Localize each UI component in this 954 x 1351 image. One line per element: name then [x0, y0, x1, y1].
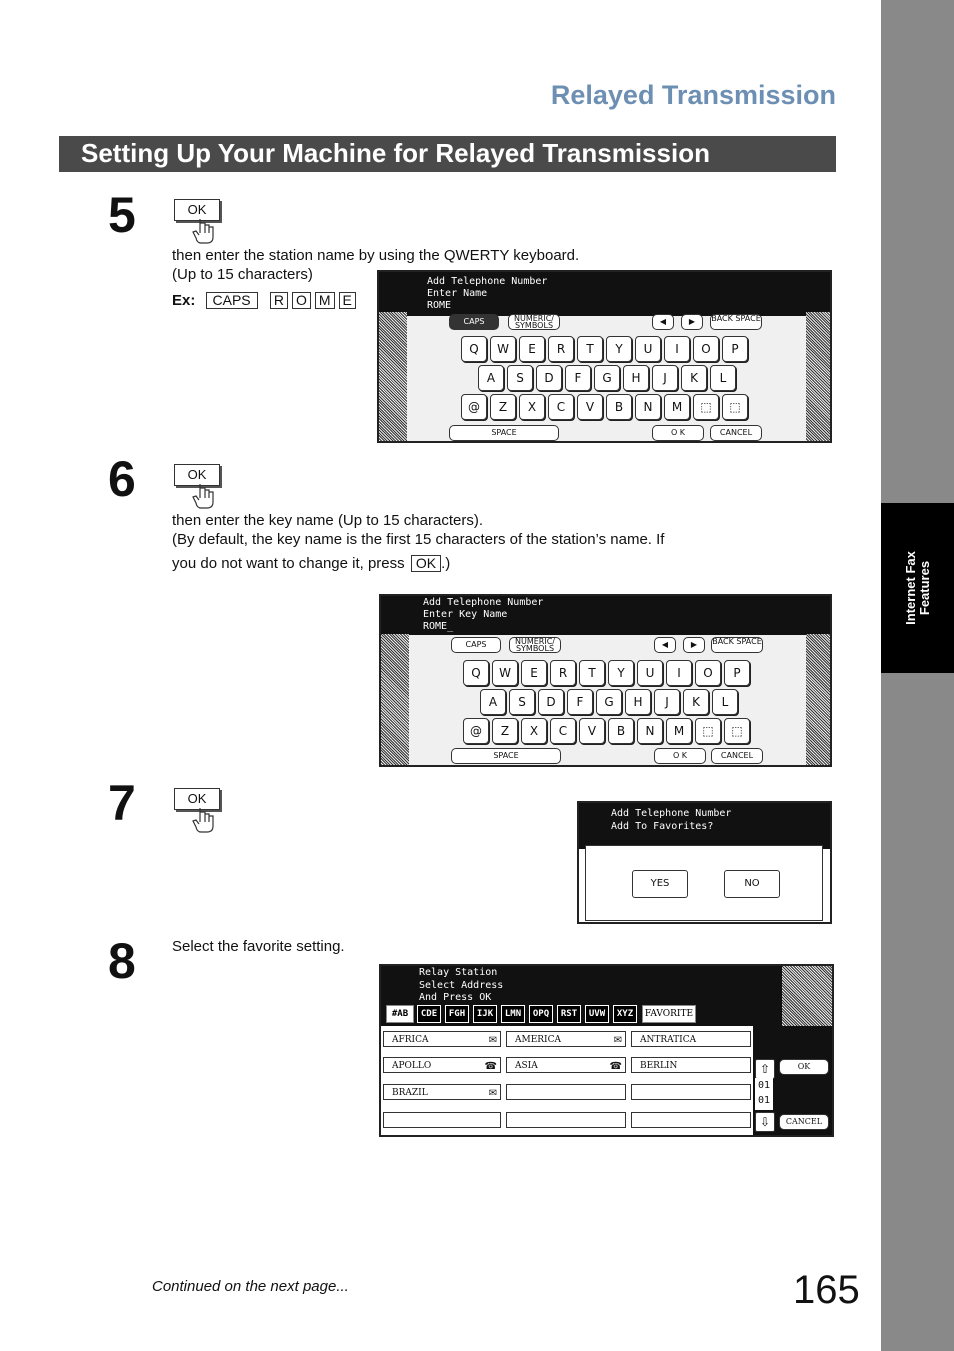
key[interactable]: T — [579, 660, 605, 686]
key[interactable]: P — [724, 660, 750, 686]
email-icon: ✉ — [488, 1088, 497, 1099]
address-entry[interactable] — [506, 1031, 626, 1047]
screen-line: Enter Key Name — [423, 609, 508, 620]
key[interactable]: O — [695, 660, 721, 686]
address-name: APOLLO — [392, 1061, 432, 1071]
screen-enter-name — [377, 270, 832, 443]
key[interactable]: H — [623, 365, 649, 391]
tab-xyz[interactable]: XYZ — [613, 1005, 637, 1023]
numeric-symbols-button[interactable]: NUMERIC/ SYMBOLS — [508, 314, 560, 330]
key[interactable]: M — [664, 394, 690, 420]
ok-key-illustration — [174, 464, 220, 510]
key[interactable]: Q — [463, 660, 489, 686]
caps-keybox: CAPS — [206, 292, 258, 309]
screen-line: Add Telephone Number — [611, 808, 732, 819]
e-keybox: E — [339, 292, 356, 309]
phone-icon: ☎ — [484, 1061, 497, 1072]
m-keybox: M — [315, 292, 335, 309]
space-button[interactable]: SPACE — [449, 425, 559, 441]
address-entry[interactable] — [631, 1084, 751, 1100]
continued-note: Continued on the next page... — [152, 1278, 349, 1295]
key[interactable]: Y — [606, 336, 632, 362]
tab-lmn[interactable]: LMN — [501, 1005, 525, 1023]
key[interactable]: Z — [492, 718, 518, 744]
step6-text3 — [172, 555, 450, 572]
key[interactable]: ⬚ — [693, 394, 719, 420]
address-entry[interactable] — [506, 1057, 626, 1073]
ok-button[interactable]: O K — [654, 748, 706, 764]
step-number: 5 — [108, 187, 136, 243]
email-icon: ✉ — [488, 1035, 497, 1046]
key[interactable]: J — [654, 689, 680, 715]
key[interactable]: @ — [461, 394, 487, 420]
step6-text3-pre: you do not want to change it, press — [172, 555, 405, 572]
key[interactable]: C — [550, 718, 576, 744]
key[interactable]: D — [536, 365, 562, 391]
dialog-body — [585, 845, 823, 921]
key[interactable]: ⬚ — [695, 718, 721, 744]
key[interactable]: V — [577, 394, 603, 420]
yes-button[interactable]: YES — [632, 870, 688, 898]
address-entry[interactable] — [506, 1112, 626, 1128]
step-number: 8 — [108, 933, 136, 989]
key[interactable]: L — [710, 365, 736, 391]
screen-enter-key-name — [379, 594, 832, 767]
address-entry[interactable] — [383, 1031, 501, 1047]
screen-line: ROME_ — [423, 621, 454, 632]
qwerty-keyboard — [379, 272, 830, 441]
scroll-down-icon[interactable]: ⇩ — [755, 1112, 775, 1132]
address-entry[interactable] — [631, 1057, 751, 1073]
key[interactable]: K — [683, 689, 709, 715]
index-tabs — [386, 1005, 756, 1023]
cursor-left-button[interactable]: ◀ — [654, 637, 676, 653]
screen-header — [579, 803, 830, 849]
key[interactable]: H — [625, 689, 651, 715]
chapter-tab — [881, 503, 954, 673]
screen-line: Add Telephone Number — [427, 276, 548, 287]
address-entry[interactable] — [506, 1084, 626, 1100]
screen-line: Enter Name — [427, 288, 488, 299]
key[interactable]: D — [538, 689, 564, 715]
address-entry[interactable] — [631, 1112, 751, 1128]
email-icon: ✉ — [613, 1035, 622, 1046]
key[interactable]: E — [521, 660, 547, 686]
key[interactable]: I — [664, 336, 690, 362]
key[interactable]: W — [492, 660, 518, 686]
step-number: 7 — [108, 775, 136, 831]
key[interactable]: W — [490, 336, 516, 362]
key[interactable]: ⬚ — [724, 718, 750, 744]
key[interactable]: B — [608, 718, 634, 744]
ok-button[interactable]: OK — [779, 1059, 829, 1075]
tab-favorite[interactable]: FAVORITE — [642, 1005, 696, 1023]
sidebar — [881, 0, 954, 1351]
screen-line: Relay Station — [419, 967, 498, 978]
section-title: Setting Up Your Machine for Relayed Transmission — [81, 138, 710, 168]
ok-key-illustration — [174, 788, 220, 834]
screen-pattern — [782, 966, 832, 1026]
cancel-button[interactable]: CANCEL — [710, 425, 762, 441]
key[interactable]: S — [507, 365, 533, 391]
screen-line: ROME — [427, 300, 452, 311]
address-name: AFRICA — [392, 1035, 429, 1045]
no-button[interactable]: NO — [724, 870, 780, 898]
address-entry[interactable] — [383, 1057, 501, 1073]
ok-key-illustration — [174, 199, 220, 245]
ok-key-label: OK — [174, 199, 220, 221]
key[interactable]: B — [606, 394, 632, 420]
section-bar — [59, 136, 836, 172]
key[interactable]: O — [693, 336, 719, 362]
finger-press-icon — [190, 217, 218, 245]
key[interactable]: P — [722, 336, 748, 362]
key[interactable]: K — [681, 365, 707, 391]
key[interactable]: Q — [461, 336, 487, 362]
tab-ijk[interactable]: IJK — [473, 1005, 497, 1023]
r-keybox: R — [270, 292, 288, 309]
ok-keybox: OK — [411, 555, 441, 572]
tab-ab[interactable]: #AB — [386, 1005, 414, 1023]
tab-uvw[interactable]: UVW — [585, 1005, 609, 1023]
finger-press-icon — [190, 806, 218, 834]
tab-cde[interactable]: CDE — [417, 1005, 441, 1023]
step8-text1: Select the favorite setting. — [172, 938, 345, 955]
space-button[interactable]: SPACE — [451, 748, 561, 764]
key[interactable]: A — [478, 365, 504, 391]
screen-line: Add Telephone Number — [423, 597, 544, 608]
qwerty-keyboard — [381, 596, 830, 765]
key[interactable]: A — [480, 689, 506, 715]
example-label: Ex: — [172, 292, 196, 309]
step6-text3-post: .) — [441, 555, 451, 572]
backspace-button[interactable]: BACK SPACE — [710, 314, 762, 330]
o-keybox: O — [292, 292, 311, 309]
key[interactable]: S — [509, 689, 535, 715]
page-number: 165 — [793, 1268, 860, 1312]
key[interactable]: @ — [463, 718, 489, 744]
phone-icon: ☎ — [609, 1061, 622, 1072]
key[interactable]: ⬚ — [722, 394, 748, 420]
address-name: ANTRATICA — [640, 1035, 697, 1045]
key[interactable]: R — [550, 660, 576, 686]
key[interactable]: L — [712, 689, 738, 715]
screen-add-favorites — [577, 801, 832, 924]
caps-button[interactable]: CAPS — [451, 637, 501, 653]
screen-line: Select Address — [419, 979, 504, 991]
numeric-symbols-button[interactable]: NUMERIC/ SYMBOLS — [509, 637, 561, 653]
step5-text2: (Up to 15 characters) — [172, 266, 313, 283]
key[interactable]: F — [565, 365, 591, 391]
key[interactable]: E — [519, 336, 545, 362]
page-indicator — [755, 1078, 773, 1110]
address-entry[interactable] — [383, 1084, 501, 1100]
cursor-right-button[interactable]: ▶ — [683, 637, 705, 653]
backspace-button[interactable]: BACK SPACE — [711, 637, 763, 653]
step6-text2: (By default, the key name is the first 15 characters of the station’s name. If — [172, 531, 665, 548]
cancel-button[interactable]: CANCEL — [779, 1114, 829, 1130]
screen-relay-station — [379, 964, 834, 1137]
key[interactable]: N — [637, 718, 663, 744]
key[interactable]: U — [637, 660, 663, 686]
tab-opq[interactable]: OPQ — [529, 1005, 553, 1023]
address-name: AMERICA — [515, 1035, 562, 1045]
address-grid — [381, 1026, 753, 1135]
ok-button[interactable]: O K — [652, 425, 704, 441]
key[interactable]: N — [635, 394, 661, 420]
key[interactable]: G — [594, 365, 620, 391]
address-name: BRAZIL — [392, 1088, 428, 1098]
key[interactable]: J — [652, 365, 678, 391]
cancel-button[interactable]: CANCEL — [711, 748, 763, 764]
page-current: 01 — [757, 1080, 771, 1091]
address-name: BERLIN — [640, 1061, 678, 1071]
chapter-tab-line1: Internet Fax — [902, 551, 918, 625]
ok-key-label: OK — [174, 464, 220, 486]
key[interactable]: I — [666, 660, 692, 686]
key[interactable]: F — [567, 689, 593, 715]
cursor-right-button[interactable]: ▶ — [681, 314, 703, 330]
cursor-left-button[interactable]: ◀ — [652, 314, 674, 330]
key[interactable]: Y — [608, 660, 634, 686]
key[interactable]: M — [666, 718, 692, 744]
tab-fgh[interactable]: FGH — [445, 1005, 469, 1023]
chapter-tab-line2: Features — [916, 560, 932, 616]
ok-key-label: OK — [174, 788, 220, 810]
key[interactable]: G — [596, 689, 622, 715]
key[interactable]: X — [519, 394, 545, 420]
key[interactable]: R — [548, 336, 574, 362]
key[interactable]: V — [579, 718, 605, 744]
key[interactable]: Z — [490, 394, 516, 420]
key[interactable]: X — [521, 718, 547, 744]
screen-line: Add To Favorites? — [611, 821, 714, 832]
step5-example — [172, 292, 360, 309]
caps-button[interactable]: CAPS — [449, 314, 499, 330]
finger-press-icon — [190, 482, 218, 510]
scroll-up-icon[interactable]: ⇧ — [755, 1059, 775, 1079]
step6-text1: then enter the key name (Up to 15 characters). — [172, 512, 483, 529]
address-entry[interactable] — [631, 1031, 751, 1047]
step-number: 6 — [108, 451, 136, 507]
page-total: 01 — [757, 1095, 771, 1106]
key[interactable]: T — [577, 336, 603, 362]
address-entry[interactable] — [383, 1112, 501, 1128]
screen-line: And Press OK — [419, 992, 492, 1003]
step5-text1: then enter the station name by using the QWERTY keyboard. — [172, 247, 580, 264]
page-header-title: Relayed Transmission — [550, 80, 836, 110]
address-name: ASIA — [515, 1061, 538, 1071]
key[interactable]: C — [548, 394, 574, 420]
tab-rst[interactable]: RST — [557, 1005, 581, 1023]
key[interactable]: U — [635, 336, 661, 362]
